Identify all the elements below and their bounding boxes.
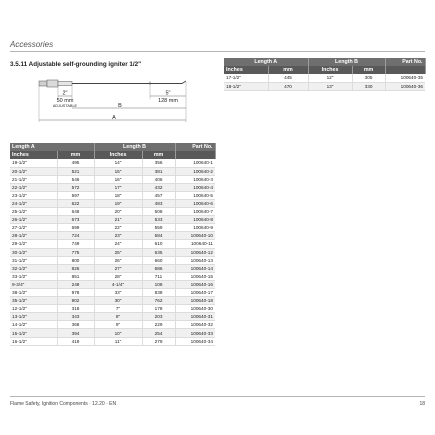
table-row: [10, 272, 215, 280]
cell-length-b-mm: 254: [142, 329, 175, 337]
cell-length-b-mm: 305: [352, 74, 385, 82]
page-number: 18: [419, 401, 425, 407]
adjustable-label: ADJUSTABLE: [52, 104, 78, 108]
cell-part-number: 100640-16: [175, 280, 215, 288]
cell-length-a-mm: 248: [57, 280, 94, 288]
cell-length-a-mm: 978: [57, 289, 94, 297]
table-row: [10, 199, 215, 207]
connector-cap: [39, 81, 47, 86]
cell-length-b-mm: 203: [142, 313, 175, 321]
col-mm: mm: [268, 66, 308, 74]
cell-length-b-inches: 16": [94, 175, 142, 183]
col-group-length-b: Length B: [94, 143, 175, 151]
table-row: [10, 191, 215, 199]
section-header: Accessories: [10, 40, 54, 49]
header-divider: [10, 51, 425, 52]
cell-length-b-mm: 483: [142, 199, 175, 207]
cell-length-b-mm: 559: [142, 224, 175, 232]
cell-length-a-mm: 521: [57, 167, 94, 175]
cell-length-a-inches: 22-1/2": [10, 183, 57, 191]
dim-a-label: A: [112, 115, 116, 121]
cell-length-b-inches: 8": [94, 313, 142, 321]
cell-part-number: 100640-34: [175, 337, 215, 345]
cell-length-b-mm: 406: [142, 175, 175, 183]
dim-b-label: B: [118, 103, 122, 109]
connector-body: [47, 80, 58, 87]
cell-length-b-mm: 635: [142, 248, 175, 256]
table-row: [10, 183, 215, 191]
cell-length-b-inches: 7": [94, 305, 142, 313]
cell-part-number: 100640-2: [175, 167, 215, 175]
small-table-body: [224, 74, 425, 90]
cell-part-number: 100640-3: [175, 175, 215, 183]
cell-length-a-inches: 15-1/2": [10, 329, 57, 337]
cell-part-number: 100640-5: [175, 191, 215, 199]
cell-length-b-inches: 4-1/4": [94, 280, 142, 288]
cell-length-b-inches: 22": [94, 224, 142, 232]
cell-length-b-inches: 17": [94, 183, 142, 191]
cell-part-number: 100640-6: [175, 199, 215, 207]
table-row: [10, 248, 215, 256]
col-group-length-a: Length A: [10, 143, 94, 151]
cell-length-a-mm: 851: [57, 272, 94, 280]
cell-part-number: 100640-32: [175, 321, 215, 329]
cell-length-a-mm: 749: [57, 240, 94, 248]
table-row: [10, 208, 215, 216]
col-group-length-a: Length A: [224, 58, 308, 66]
cell-length-a-inches: 32-1/2": [10, 264, 57, 272]
cell-length-b-mm: 533: [142, 216, 175, 224]
cell-length-a-mm: 724: [57, 232, 94, 240]
cell-part-number: 100640-14: [175, 264, 215, 272]
cell-length-b-mm: 508: [142, 208, 175, 216]
col-group-length-b: Length B: [308, 58, 385, 66]
cell-part-number: 100640-17: [175, 289, 215, 297]
igniter-tip: [177, 81, 186, 84]
cell-length-b-inches: 15": [94, 167, 142, 175]
cell-length-a-inches: 35-1/2": [10, 297, 57, 305]
table-row: [10, 232, 215, 240]
table-row: [10, 321, 215, 329]
col-blank: [385, 66, 425, 74]
col-mm: mm: [352, 66, 385, 74]
col-mm: mm: [57, 151, 94, 159]
col-inches: Inches: [10, 151, 57, 159]
cell-length-b-inches: 20": [94, 208, 142, 216]
table-row: [10, 289, 215, 297]
cell-length-a-mm: 902: [57, 297, 94, 305]
cell-part-number: 100640-8: [175, 216, 215, 224]
cell-part-number: 100640-30: [175, 305, 215, 313]
cell-length-a-inches: 31-1/2": [10, 256, 57, 264]
cell-length-a-inches: 33-1/2": [10, 272, 57, 280]
cell-length-a-mm: 597: [57, 191, 94, 199]
cell-length-b-mm: 432: [142, 183, 175, 191]
cell-length-b-inches: 12": [308, 74, 352, 82]
cell-part-number: 100640-18: [175, 297, 215, 305]
cell-length-b-inches: 27": [94, 264, 142, 272]
table-row: [10, 240, 215, 248]
igniter-diagram: [10, 71, 210, 129]
cell-length-b-inches: 14": [94, 159, 142, 167]
col-blank: [175, 151, 215, 159]
cell-length-b-inches: 13": [308, 82, 352, 90]
table-row: [10, 159, 215, 167]
igniter-drawing: [10, 71, 210, 129]
cell-length-a-mm: 318: [57, 305, 94, 313]
table-row: [10, 167, 215, 175]
cell-length-a-inches: 25-1/2": [10, 208, 57, 216]
cell-length-b-mm: 381: [142, 167, 175, 175]
cell-length-a-inches: 23-1/2": [10, 191, 57, 199]
footer-divider: [10, 396, 425, 397]
cell-length-a-mm: 826: [57, 264, 94, 272]
cell-length-b-inches: 25": [94, 248, 142, 256]
cell-length-b-inches: 18": [94, 191, 142, 199]
cell-part-number: 100640-13: [175, 256, 215, 264]
table-row: [10, 224, 215, 232]
cell-part-number: 100640-10: [175, 232, 215, 240]
footer-text: Flame Safety, Ignition Components · 12.20 · EN: [10, 401, 117, 407]
cell-length-a-mm: 445: [268, 74, 308, 82]
cell-length-b-inches: 23": [94, 232, 142, 240]
cell-length-a-mm: 699: [57, 224, 94, 232]
cell-length-a-inches: 16-1/2": [10, 337, 57, 345]
cell-length-a-inches: 21-1/2": [10, 175, 57, 183]
table-row: [10, 175, 215, 183]
cell-length-a-inches: 27-1/2": [10, 224, 57, 232]
cell-length-b-mm: 330: [352, 82, 385, 90]
main-parts-table: [10, 143, 216, 346]
cell-length-a-mm: 394: [57, 329, 94, 337]
cell-length-b-inches: 33": [94, 289, 142, 297]
cell-length-a-mm: 800: [57, 256, 94, 264]
cell-length-b-mm: 711: [142, 272, 175, 280]
cell-length-a-inches: 14-1/2": [10, 321, 57, 329]
cell-length-b-inches: 9": [94, 321, 142, 329]
cell-length-a-inches: 19-1/2": [10, 159, 57, 167]
cell-length-a-inches: 18-1/2": [224, 82, 268, 90]
dim-50mm-label: 50 mm: [56, 98, 74, 104]
col-mm: mm: [142, 151, 175, 159]
table-row: [10, 216, 215, 224]
table-row: [224, 82, 425, 90]
cell-part-number: 100640-4: [175, 183, 215, 191]
cell-length-a-inches: 38-1/2": [10, 289, 57, 297]
cell-part-number: 100640-11: [175, 240, 215, 248]
col-part-no: Part No.: [385, 58, 425, 66]
cell-length-b-mm: 660: [142, 256, 175, 264]
table-row: [10, 329, 215, 337]
col-part-no: Part No.: [175, 143, 215, 151]
cell-length-a-inches: 12-1/2": [10, 305, 57, 313]
cell-length-b-mm: 178: [142, 305, 175, 313]
adjustable-sleeve: [58, 82, 72, 86]
cell-length-b-mm: 108: [142, 280, 175, 288]
cell-length-b-mm: 457: [142, 191, 175, 199]
cell-part-number: 100640-12: [175, 248, 215, 256]
cell-length-a-inches: 9-3/4": [10, 280, 57, 288]
cell-part-number: 100640-35: [385, 74, 425, 82]
table-row: [10, 280, 215, 288]
cell-length-a-inches: 26-1/2": [10, 216, 57, 224]
cell-length-b-mm: 686: [142, 264, 175, 272]
table-row: [10, 264, 215, 272]
cell-part-number: 100640-15: [175, 272, 215, 280]
cell-length-a-inches: 24-1/2": [10, 199, 57, 207]
cell-length-b-mm: 762: [142, 297, 175, 305]
small-parts-table: [224, 58, 426, 91]
cell-length-b-inches: 26": [94, 256, 142, 264]
table-row: [10, 337, 215, 345]
cell-length-a-mm: 419: [57, 337, 94, 345]
cell-part-number: 100640-31: [175, 313, 215, 321]
main-table-body: [10, 159, 215, 345]
table-sub-header: [10, 151, 215, 159]
cell-length-a-mm: 775: [57, 248, 94, 256]
cell-length-a-mm: 673: [57, 216, 94, 224]
table-row: [10, 256, 215, 264]
cell-part-number: 100640-9: [175, 224, 215, 232]
cell-part-number: 100640-1: [175, 159, 215, 167]
cell-length-a-inches: 20-1/2": [10, 167, 57, 175]
section-heading: 3.5.11 Adjustable self-grounding igniter 1/2": [10, 61, 142, 68]
cell-length-a-inches: 28-1/2": [10, 232, 57, 240]
col-inches: Inches: [224, 66, 268, 74]
table-row: [10, 297, 215, 305]
cell-length-b-inches: 11": [94, 337, 142, 345]
cell-part-number: 100640-33: [175, 329, 215, 337]
cell-length-a-mm: 622: [57, 199, 94, 207]
cell-length-b-inches: 10": [94, 329, 142, 337]
table-group-header: [224, 58, 425, 66]
cell-length-a-mm: 495: [57, 159, 94, 167]
cell-length-b-mm: 279: [142, 337, 175, 345]
cell-length-b-inches: 28": [94, 272, 142, 280]
cell-length-a-mm: 648: [57, 208, 94, 216]
dim-5in-label: 5": [165, 90, 171, 97]
dim-128mm-label: 128 mm: [158, 98, 178, 104]
cell-length-b-mm: 838: [142, 289, 175, 297]
cell-length-a-mm: 343: [57, 313, 94, 321]
dim-2in-label: 2": [62, 90, 68, 97]
cell-length-b-mm: 584: [142, 232, 175, 240]
cell-length-a-mm: 368: [57, 321, 94, 329]
cell-length-b-mm: 229: [142, 321, 175, 329]
cell-part-number: 100640-36: [385, 82, 425, 90]
cell-length-b-mm: 610: [142, 240, 175, 248]
cell-length-b-inches: 24": [94, 240, 142, 248]
cell-length-a-mm: 470: [268, 82, 308, 90]
table-group-header: [10, 143, 215, 151]
cell-length-b-inches: 30": [94, 297, 142, 305]
col-inches: Inches: [94, 151, 142, 159]
table-row: [224, 74, 425, 82]
table-sub-header: [224, 66, 425, 74]
cell-length-a-inches: 29-1/2": [10, 240, 57, 248]
col-inches: Inches: [308, 66, 352, 74]
cell-length-b-inches: 21": [94, 216, 142, 224]
cell-length-a-inches: 30-1/2": [10, 248, 57, 256]
cell-length-b-mm: 356: [142, 159, 175, 167]
cell-length-b-inches: 19": [94, 199, 142, 207]
cell-part-number: 100640-7: [175, 208, 215, 216]
cell-length-a-inches: 17-1/2": [224, 74, 268, 82]
cell-length-a-inches: 13-1/2": [10, 313, 57, 321]
table-row: [10, 313, 215, 321]
cell-length-a-mm: 572: [57, 183, 94, 191]
table-row: [10, 305, 215, 313]
cell-length-a-mm: 546: [57, 175, 94, 183]
